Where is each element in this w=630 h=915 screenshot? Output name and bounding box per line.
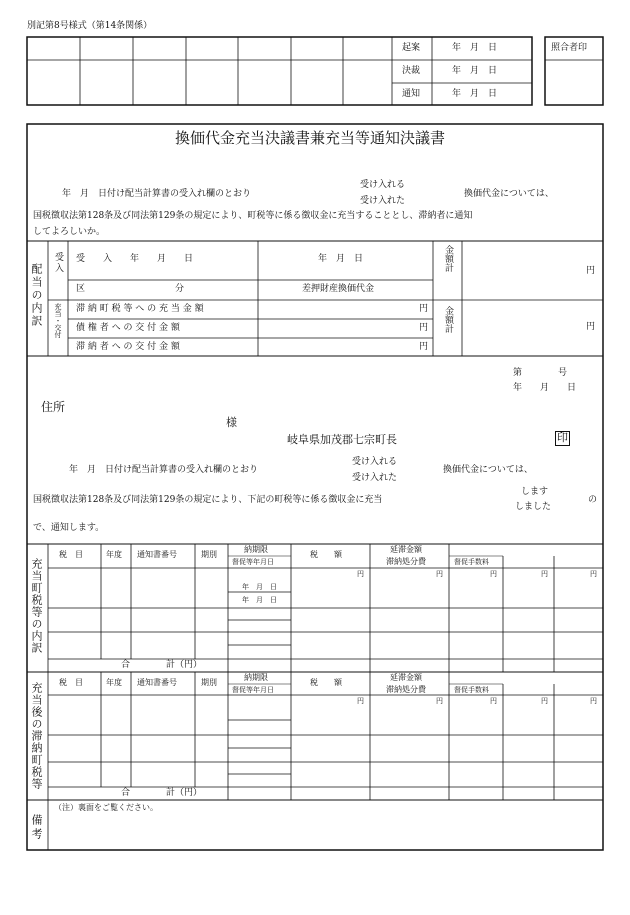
seal-mark: 印 bbox=[557, 431, 568, 444]
col-year: 年度 bbox=[106, 550, 122, 559]
t2-yen-amount: 円 bbox=[357, 697, 364, 705]
col-due: 納期限 bbox=[244, 545, 268, 554]
remarks-note: （注）裏面をご覧ください。 bbox=[54, 803, 158, 812]
appropriation-yen-taxpayer: 円 bbox=[419, 342, 429, 352]
notice-line1-prefix: 年 月 日付け配当計算書の受入れ欄のとおり bbox=[69, 465, 259, 475]
decision-line1-suffix: 換価代金については、 bbox=[464, 189, 554, 199]
appropriation-label: 充当・交付 bbox=[54, 303, 62, 338]
decision-line3: してよろしいか。 bbox=[33, 227, 106, 237]
distribution-section-label: 配当の内訳 bbox=[30, 263, 43, 328]
approval-date-decision[interactable]: 年 月 日 bbox=[452, 66, 498, 76]
t1-yen-late: 円 bbox=[436, 570, 443, 578]
issuer-name: 岐阜県加茂郡七宗町長 bbox=[287, 433, 397, 446]
notice-option-accepted: 受け入れた bbox=[352, 473, 398, 483]
col-amount: 税 額 bbox=[310, 550, 342, 559]
notice-date: 年 月 日 bbox=[513, 383, 577, 393]
t1-due-date[interactable]: 年 月 日 bbox=[242, 583, 277, 591]
form-label: 別記第8号様式（第14条関係） bbox=[27, 21, 153, 31]
total-label-bottom: 金額計 bbox=[443, 306, 453, 333]
total-label-top: 金額計 bbox=[443, 245, 453, 272]
notice-line2: 国税徴収法第128条及び同法第129条の規定により、下記の町税等に係る徴収金に充当 bbox=[33, 495, 383, 505]
t1-yen-extra1: 円 bbox=[541, 570, 548, 578]
col-reminder: 督促等年月日 bbox=[232, 558, 274, 566]
notice-option-did: しました bbox=[515, 502, 552, 512]
received-date-label: 受 入 年 月 日 bbox=[76, 254, 194, 264]
appropriation-row-taxpayer: 滞 納 者 へ の 交 付 金 額 bbox=[76, 342, 180, 352]
t1-yen-reminder: 円 bbox=[490, 570, 497, 578]
col2-tax-item: 税 目 bbox=[59, 678, 83, 687]
remarks-label: 備考 bbox=[30, 814, 43, 842]
t2-yen-reminder: 円 bbox=[490, 697, 497, 705]
tax-section2-label: 充当後の滞納町税等 bbox=[30, 682, 43, 790]
t1-yen-extra2: 円 bbox=[590, 570, 597, 578]
verifier-label: 照合者印 bbox=[551, 43, 588, 53]
decision-option-accepted: 受け入れた bbox=[360, 196, 406, 206]
notice-line1-suffix: 換価代金については、 bbox=[443, 465, 533, 475]
notice-line3: で、通知します。 bbox=[33, 523, 105, 533]
col2-late-fee: 延滞金額 bbox=[390, 673, 422, 682]
received-date-value[interactable]: 年 月 日 bbox=[318, 254, 364, 264]
approval-label-notice: 通知 bbox=[402, 89, 421, 99]
t1-yen-amount: 円 bbox=[357, 570, 364, 578]
col2-due: 納期限 bbox=[244, 673, 268, 682]
col-disposal-fee: 滞納処分費 bbox=[386, 557, 426, 566]
category-value: 差押財産換価代金 bbox=[302, 284, 375, 294]
decision-line2: 国税徴収法第128条及び同法第129条の規定により、町税等に係る徴収金に充当することとし、滞納者に通知 bbox=[33, 211, 473, 221]
col-notice-no: 通知書番号 bbox=[137, 550, 177, 559]
col2-disposal-fee: 滞納処分費 bbox=[386, 685, 426, 694]
col-tax-item: 税 目 bbox=[59, 550, 83, 559]
appropriation-row-creditor: 債 権 者 へ の 交 付 金 額 bbox=[76, 323, 180, 333]
notice-option-will: します bbox=[521, 487, 549, 497]
t1-reminder-date[interactable]: 年 月 日 bbox=[242, 596, 277, 604]
approval-label-decision: 決裁 bbox=[402, 66, 421, 76]
appropriation-row-tax: 滞 納 町 税 等 へ の 充 当 金 額 bbox=[76, 304, 204, 314]
approval-date-notice[interactable]: 年 月 日 bbox=[452, 89, 498, 99]
address-label: 住所 bbox=[41, 400, 66, 414]
t2-yen-extra2: 円 bbox=[590, 697, 597, 705]
notice-option-accept: 受け入れる bbox=[352, 457, 398, 467]
approval-label-draft: 起案 bbox=[402, 43, 421, 53]
total-yen-top: 円 bbox=[586, 266, 596, 276]
t2-yen-late: 円 bbox=[436, 697, 443, 705]
col2-amount: 税 額 bbox=[310, 678, 342, 687]
t1-total-label: 合 計（円） bbox=[121, 660, 203, 670]
appropriation-yen-tax: 円 bbox=[419, 304, 429, 314]
col2-reminder-fee: 督促手数料 bbox=[454, 686, 489, 694]
decision-line1-prefix: 年 月 日付け配当計算書の受入れ欄のとおり bbox=[62, 189, 252, 199]
col2-reminder: 督促等年月日 bbox=[232, 686, 274, 694]
honorific: 様 bbox=[226, 416, 237, 429]
col2-notice-no: 通知書番号 bbox=[137, 678, 177, 687]
notice-line2-suffix: の bbox=[588, 495, 598, 505]
receipt-label: 受入 bbox=[53, 252, 63, 274]
total-yen-bottom: 円 bbox=[586, 322, 596, 332]
col-late-fee: 延滞金額 bbox=[390, 545, 422, 554]
col-period: 期別 bbox=[201, 550, 217, 559]
appropriation-yen-creditor: 円 bbox=[419, 323, 429, 333]
document-title: 換価代金充当決議書兼充当等通知決議書 bbox=[175, 129, 446, 147]
tax-section1-label: 充当町税等の内訳 bbox=[30, 558, 43, 654]
decision-option-accept: 受け入れる bbox=[360, 180, 406, 190]
col-reminder-fee: 督促手数料 bbox=[454, 558, 489, 566]
col2-year: 年度 bbox=[106, 678, 122, 687]
category-label: 区 分 bbox=[76, 284, 185, 294]
t2-total-label: 合 計（円） bbox=[121, 788, 203, 798]
col2-period: 期別 bbox=[201, 678, 217, 687]
notice-number: 第 号 bbox=[513, 368, 568, 378]
t2-yen-extra1: 円 bbox=[541, 697, 548, 705]
approval-date-draft[interactable]: 年 月 日 bbox=[452, 43, 498, 53]
